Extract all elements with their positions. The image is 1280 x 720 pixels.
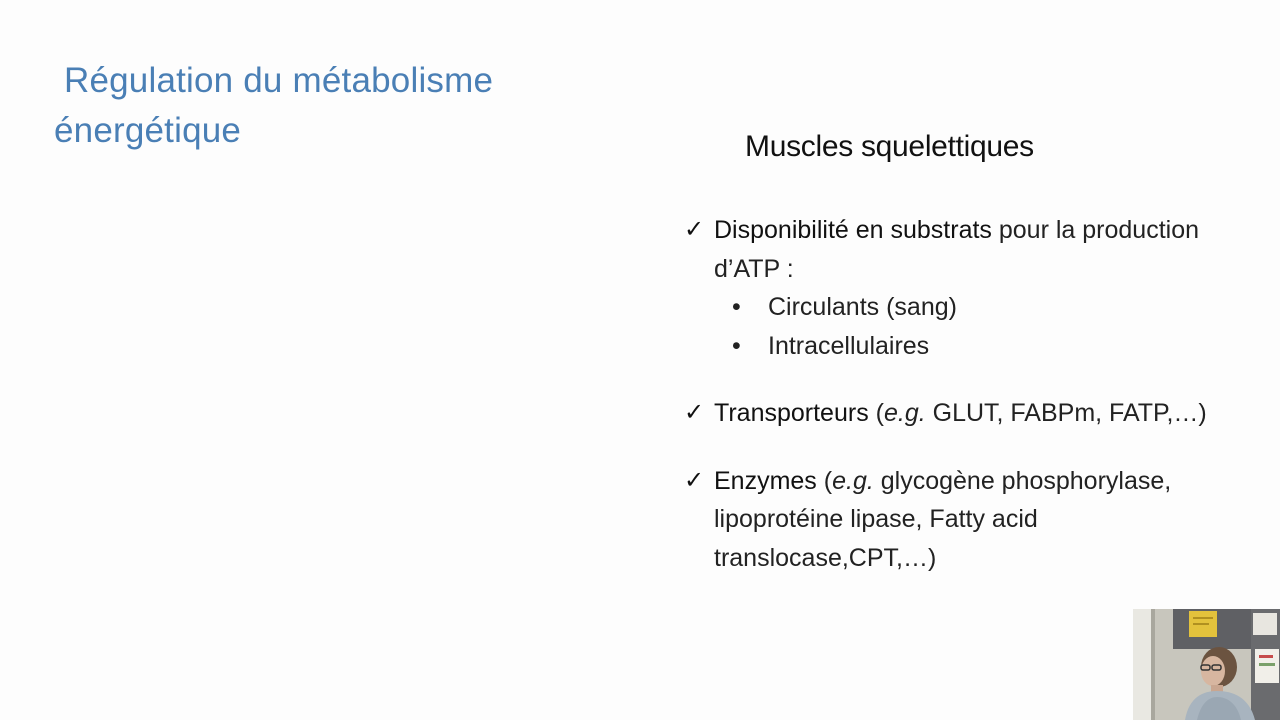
sub-bullet-label: Circulants (sang) [768, 293, 957, 321]
bullet-detail-rest: GLUT, FABPm, FATP,…) [925, 399, 1207, 427]
checkmark-icon: ✓ [684, 216, 705, 243]
bullet-dot-icon: • [732, 331, 741, 360]
open-paren: ( [868, 399, 884, 427]
bullet-detail: pour la production d’ATP : [714, 216, 1200, 283]
eg-abbrev: e.g. [883, 399, 926, 427]
sub-bullet-list [714, 288, 1264, 365]
eg-abbrev: e.g. [832, 466, 874, 495]
bullet-dot-icon: • [732, 293, 741, 321]
bullet-term: Disponibilité en substrats [714, 216, 992, 244]
checkmark-icon: ✓ [684, 466, 705, 494]
presenter-webcam-icon [1133, 609, 1280, 720]
slide-title-line-1: Régulation du métabolisme [64, 61, 494, 100]
checkmark-icon: ✓ [684, 399, 705, 426]
bullet-detail-rest: glycogène phosphorylase, lipoprotéine lipase, Fatty acid translocase,CPT,…) [714, 466, 1172, 572]
presenter-webcam [1133, 609, 1280, 720]
section-heading: Muscles squelettiques [745, 130, 1034, 163]
bullet-substrates [684, 211, 1264, 365]
open-paren: ( [816, 466, 833, 495]
bullet-term: Transporteurs [714, 399, 869, 427]
slide-title-line-2: énergétique [54, 111, 242, 150]
sub-bullet-item [714, 288, 1264, 327]
bullet-enzymes [684, 462, 1264, 578]
sub-bullet-label: Intracellulaires [768, 331, 930, 360]
bullet-term: Enzymes [714, 466, 817, 495]
bullet-list [684, 211, 1264, 577]
sub-bullet-item [714, 327, 1264, 366]
bullet-transporters [684, 394, 1264, 433]
bullet-detail [869, 399, 1207, 427]
slide-title [54, 56, 614, 156]
